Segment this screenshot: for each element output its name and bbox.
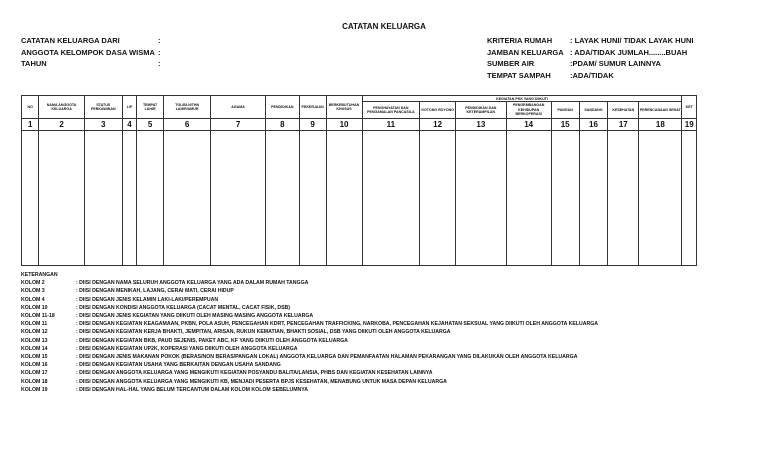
col-header: PENGEMBANGAN KEHIDUPAN BERKOPERASI [506,102,551,119]
note-key: KOLOM 15 [21,354,48,361]
table-cell[interactable] [608,131,639,266]
note-text: : DIISI DENGAN MENIKAH, LAJANG, CERAI MATI, CERAI HIDUP [76,288,234,295]
note-key: KOLOM 16 [21,362,48,369]
col-number: 16 [579,119,608,131]
col-number: 5 [137,119,164,131]
col-number: 13 [456,119,506,131]
col-header: BERKEBUTUHAN KHUSUS [326,96,362,119]
note-text: : DIISI DENGAN JENIS KEGIATAN YANG DIIKUTI OLEH MASING MASING ANGGOTA KELUARGA [76,313,314,320]
note-text: : DIISI DENGAN KEGIATAN KEAGAMAAN, PKBN, POLA ASUH, PENCEGAHAN KDRT, PENCEGAHAN TRAFFICKING, NARKOBA, PENCEGAHAN KEJAHATAN SEKSUAL YANG DIIKUTI OLEH ANGGOTA KELUARGA [76,321,599,328]
table-cell[interactable] [579,131,608,266]
note-item [21,287,598,295]
col-number: 18 [639,119,682,131]
jamban-label: JAMBAN KELUARGA [487,48,564,57]
note-key: KOLOM 12 [21,329,48,336]
criteria-label: KRITERIA RUMAH [487,36,553,45]
notes-section [21,271,598,394]
note-key: KOLOM 3 [21,288,45,295]
note-item [21,386,598,394]
table-body-row [22,131,697,266]
col-number: 1 [22,119,39,131]
note-item [21,353,598,361]
header-left-sep: : [158,36,161,45]
group-header: KEGIATAN PKK YANG DIIKUTI [362,96,682,102]
col-number: 10 [326,119,362,131]
note-text: : DIISI DENGAN NAMA SELURUH ANGGOTA KELUARGA YANG ADA DALAM RUMAH TANGGA [76,280,309,287]
note-key: KOLOM 2 [21,280,45,287]
col-number: 8 [265,119,299,131]
table-cell[interactable] [84,131,122,266]
col-header: AGAMA [211,96,266,119]
water-source-value: :PDAM/ SUMUR LAINNYA [570,59,661,68]
col-number: 11 [362,119,420,131]
column-number-row [22,119,697,131]
note-item [21,337,598,345]
note-text: : DIISI DENGAN KEGIATAN BKB, PAUD SEJENIS, PAKET ABC, KF YANG DIIKUTI OLEH ANGGOTA KELUARGA [76,337,348,344]
col-number: 19 [682,119,697,131]
table-cell[interactable] [456,131,506,266]
page-title: CATATAN KELUARGA [342,22,426,31]
note-item [21,378,598,386]
header-left-label: ANGGOTA KELOMPOK DASA WISMA [21,48,155,57]
note-text: : DIISI DENGAN ANGGOTA KELUARGA YANG MENGIKUTI KEGIATAN POSYANDU BALITA/LANSIA, PHBS DAN KEGIATAN KESEHATAN LAINNYA [76,370,433,377]
table-cell[interactable] [420,131,456,266]
note-key: KOLOM 19 [21,386,48,393]
col-header: SANDANG [579,102,608,119]
col-number: 14 [506,119,551,131]
note-item [21,361,598,369]
note-text: : DIISI DENGAN JENIS MAKANAN POKOK (BERAS/NON BERAS/PANGAN LOKAL) ANGGOTA KELUARGA DAN PEMANFAATAN HALAMAN PEKARANGAN YANG DILAKUKAN OLEH ANGGOTA KELUARGA [76,354,578,361]
criteria-value: : LAYAK HUNI/ TIDAK LAYAK HUNI [570,36,694,45]
note-text: : DIISI DENGAN KONDISI ANGGOTA KELUARGA (CACAT MENTAL, CACAT FISIK, DSB) [76,304,291,311]
col-header: L/P [122,96,136,119]
col-header: PENDIDIKAN [265,96,299,119]
header-left-label: CATATAN KELUARGA DARI [21,36,120,45]
note-key: KOLOM 10 [21,304,48,311]
family-record-table [21,95,697,266]
header-left-sep: : [158,59,161,68]
col-header: STATUS PERKAWINAN [84,96,122,119]
col-header: TEMPAT LAHIR [137,96,164,119]
table-cell[interactable] [39,131,84,266]
note-text: : DIISI DENGAN JENIS KELAMIN LAKI-LAKI/PEREMPUAN [76,296,219,303]
col-header: GOTONG ROYONG [420,102,456,119]
note-key: KOLOM 18 [21,378,48,385]
note-key: KOLOM 13 [21,337,48,344]
col-header: PANGAN [551,102,579,119]
note-key: KOLOM 4 [21,296,45,303]
col-number: 6 [163,119,210,131]
col-header: PEKERJAAN [299,96,326,119]
col-header: NO [22,96,39,119]
note-text: : DIISI DENGAN KEGIATAN UP2K, KOPERASI YANG DIIKUTI OLEH ANGGOTA KELUARGA [76,345,298,352]
col-header: PENDIDIKAN DAN KETERAMPILAN [456,102,506,119]
header-left-sep: : [158,48,161,57]
note-text: : DIISI DENGAN KEGIATAN KERJA BHAKTI, JEMPITAN, ARISAN, RUKUN KEMATIAN, BHAKTI SOSIAL, DSB YANG DIIKUTI OLEH ANGGOTA KELUARGA [76,329,451,336]
note-text: : DIISI DENGAN HAL-HAL YANG BELUM TERCANTUM DALAM KOLOM KOLOM SEBELUMNYA [76,386,308,393]
table-cell[interactable] [682,131,697,266]
col-number: 15 [551,119,579,131]
water-source-label: SUMBER AIR [487,59,535,68]
table-cell[interactable] [163,131,210,266]
table-cell[interactable] [506,131,551,266]
col-number: 9 [299,119,326,131]
note-item [21,312,598,320]
col-header: KESEHATAN [608,102,639,119]
col-header: KET [682,96,697,119]
table-cell[interactable] [639,131,682,266]
col-number: 4 [122,119,136,131]
note-item [21,304,598,312]
jamban-value: : ADA/TIDAK JUMLAH........BUAH [570,48,688,57]
note-key: KOLOM 17 [21,370,48,377]
header-left-label: TAHUN [21,59,47,68]
note-item [21,296,598,304]
note-item [21,369,598,377]
table-cell[interactable] [265,131,299,266]
trash-label: TEMPAT SAMPAH [487,71,551,80]
col-number: 17 [608,119,639,131]
col-header: PENGHAYATAN DAN PENGAMALAN PANCASILA [362,102,420,119]
note-text: : DIISI DENGAN ANGGOTA KELUARGA YANG MENGIKUTI KB, MENJADI PESERTA BPJS KESEHATAN, MENABUNG UNTUK MASA DEPAN KELUARGA [76,378,447,385]
table-cell[interactable] [122,131,136,266]
col-header: NAMA ANGGOTA KELUARGA [39,96,84,119]
table-cell[interactable] [326,131,362,266]
col-number: 2 [39,119,84,131]
table-cell[interactable] [22,131,39,266]
note-item [21,279,598,287]
col-number: 12 [420,119,456,131]
trash-value: :ADA/TIDAK [570,71,614,80]
table-cell[interactable] [137,131,164,266]
note-key: KOLOM 14 [21,345,48,352]
note-item [21,320,598,328]
table-cell[interactable] [551,131,579,266]
note-key: KOLOM 11-18 [21,313,55,320]
notes-title: KETERANGAN [21,272,58,278]
note-item [21,345,598,353]
table-cell[interactable] [362,131,420,266]
table-cell[interactable] [299,131,326,266]
col-number: 3 [84,119,122,131]
note-item [21,328,598,336]
note-key: KOLOM 11 [21,321,48,328]
col-number: 7 [211,119,266,131]
note-text: : DIISI DENGAN KEGIATAN USAHA YANG BERKAITAN DENGAN USAHA SANDANG [76,362,281,369]
col-header: TGL/BLN/THN LAHIR/UMUR [163,96,210,119]
col-header: PERENCANAAN SEHAT [639,102,682,119]
table-cell[interactable] [211,131,266,266]
